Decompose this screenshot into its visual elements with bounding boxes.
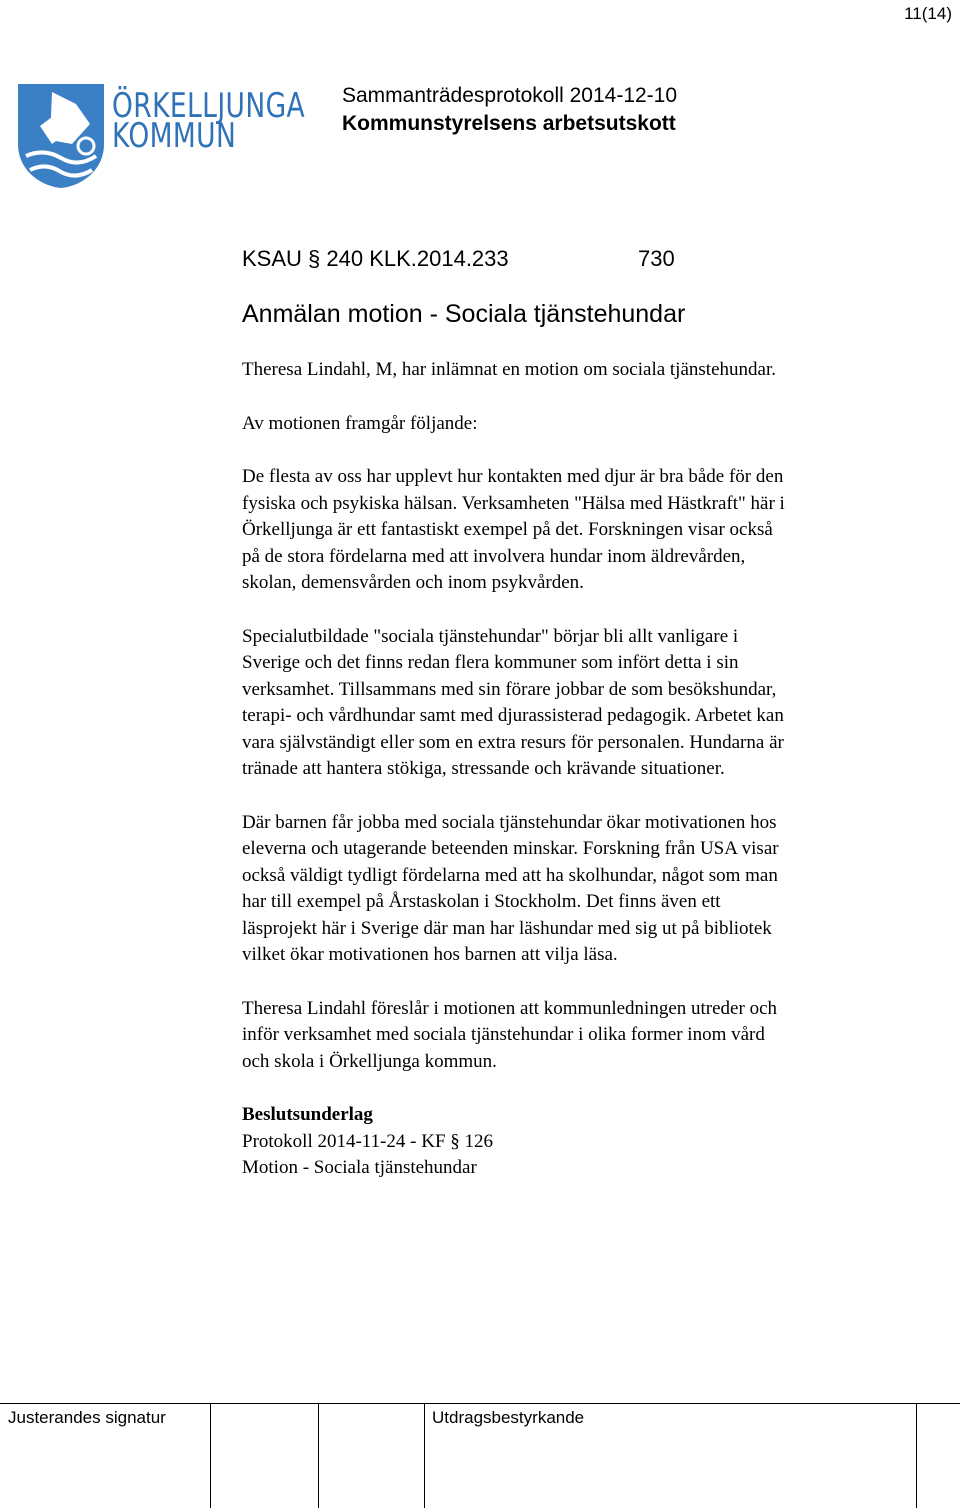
decision-basis-item: Motion - Sociala tjänstehundar: [242, 1157, 477, 1178]
text-line: har till exempel på Årstaskolan i Stockholm. Det finns även ett: [242, 891, 721, 912]
extract-label: Utdragsbestyrkande: [432, 1408, 585, 1427]
text-line: och skola i Örkelljunga kommun.: [242, 1050, 497, 1072]
text-line: Örkelljunga är ett fantastiskt exempel på det. Forskningen visar också: [242, 519, 773, 540]
decision-basis-heading: Beslutsunderlag: [242, 1104, 373, 1125]
footer-cell-divider: [318, 1403, 319, 1508]
paragraph-benefits: [242, 464, 932, 597]
footer-cell-divider: [210, 1403, 211, 1508]
page-number: 11(14): [904, 4, 952, 23]
text-line: på de stora fördelarna med att involvera hundar inom äldrevården,: [242, 545, 746, 567]
text-line: Av motionen framgår följande:: [242, 412, 478, 434]
organization-name-line2: KOMMUN: [112, 116, 237, 156]
text-line: Sverige och det finns redan flera kommuner som infört detta i sin: [242, 652, 739, 673]
case-number: 730: [638, 246, 675, 271]
document-title: Sammanträdesprotokoll 2014-12-10: [342, 84, 678, 107]
text-line: Specialutbildade "sociala tjänstehundar" börjar bli allt vanligare i: [242, 625, 739, 647]
text-line: Där barnen får jobba med sociala tjänstehundar ökar motivationen hos: [242, 811, 777, 833]
body-content: [242, 357, 932, 1182]
text-line: vilket ökar motivationen hos barnen att vilja läsa.: [242, 944, 618, 965]
text-line: terapi- och vårdhundar samt med djurassisterad pedagogik. Arbetet kan: [242, 705, 784, 726]
document-subtitle: Kommunstyrelsens arbetsutskott: [342, 112, 676, 135]
text-line: tränade att hantera stökiga, stressande och krävande situationer.: [242, 758, 725, 779]
signature-label: Justerandes signatur: [8, 1408, 166, 1427]
text-line: vara självständigt eller som en extra resurs för personalen. Hundarna är: [242, 731, 784, 753]
text-line: fysiska och psykiska hälsan. Verksamheten "Hälsa med Hästkraft" här i: [242, 492, 785, 514]
paragraph-proposal: [242, 996, 932, 1076]
paragraph-specialized-dogs: [242, 624, 932, 783]
organization-name-line1: ÖRKELLJUNGA: [112, 86, 306, 126]
paragraph-school-dogs: [242, 810, 932, 969]
paragraph-intro: [242, 357, 932, 384]
footer-cell-divider: [916, 1403, 917, 1508]
text-line: skolan, demensvården och inom psykvården.: [242, 572, 584, 593]
decision-basis-item: Protokoll 2014-11-24 - KF § 126: [242, 1130, 494, 1152]
footer-divider: [0, 1403, 960, 1404]
text-line: verksamhet. Tillsammans med sin förare jobbar de som besökshundar,: [242, 678, 777, 700]
case-reference: KSAU § 240 KLK.2014.233: [242, 246, 509, 271]
text-line: eleverna och utagerande beteenden minskar. Forskning från USA visar: [242, 838, 779, 859]
text-line: Theresa Lindahl, M, har inlämnat en motion om sociala tjänstehundar.: [242, 359, 776, 380]
footer-cell-divider: [424, 1403, 425, 1508]
paragraph-lead: [242, 411, 932, 438]
text-line: också väldigt tydligt fördelarna med att ha skolhundar, något som man: [242, 864, 778, 886]
decision-basis: [242, 1102, 932, 1182]
municipal-coat-of-arms-logo: [16, 82, 106, 190]
text-line: De flesta av oss har upplevt hur kontakten med djur är bra både för den: [242, 466, 784, 487]
text-line: Theresa Lindahl föreslår i motionen att kommunledningen utreder och: [242, 997, 777, 1019]
text-line: läsprojekt här i Sverige där man har läshundar med sig ut på bibliotek: [242, 917, 772, 939]
text-line: inför verksamhet med sociala tjänstehundar i olika former inom vård: [242, 1024, 765, 1045]
section-heading: Anmälan motion - Sociala tjänstehundar: [242, 300, 686, 328]
